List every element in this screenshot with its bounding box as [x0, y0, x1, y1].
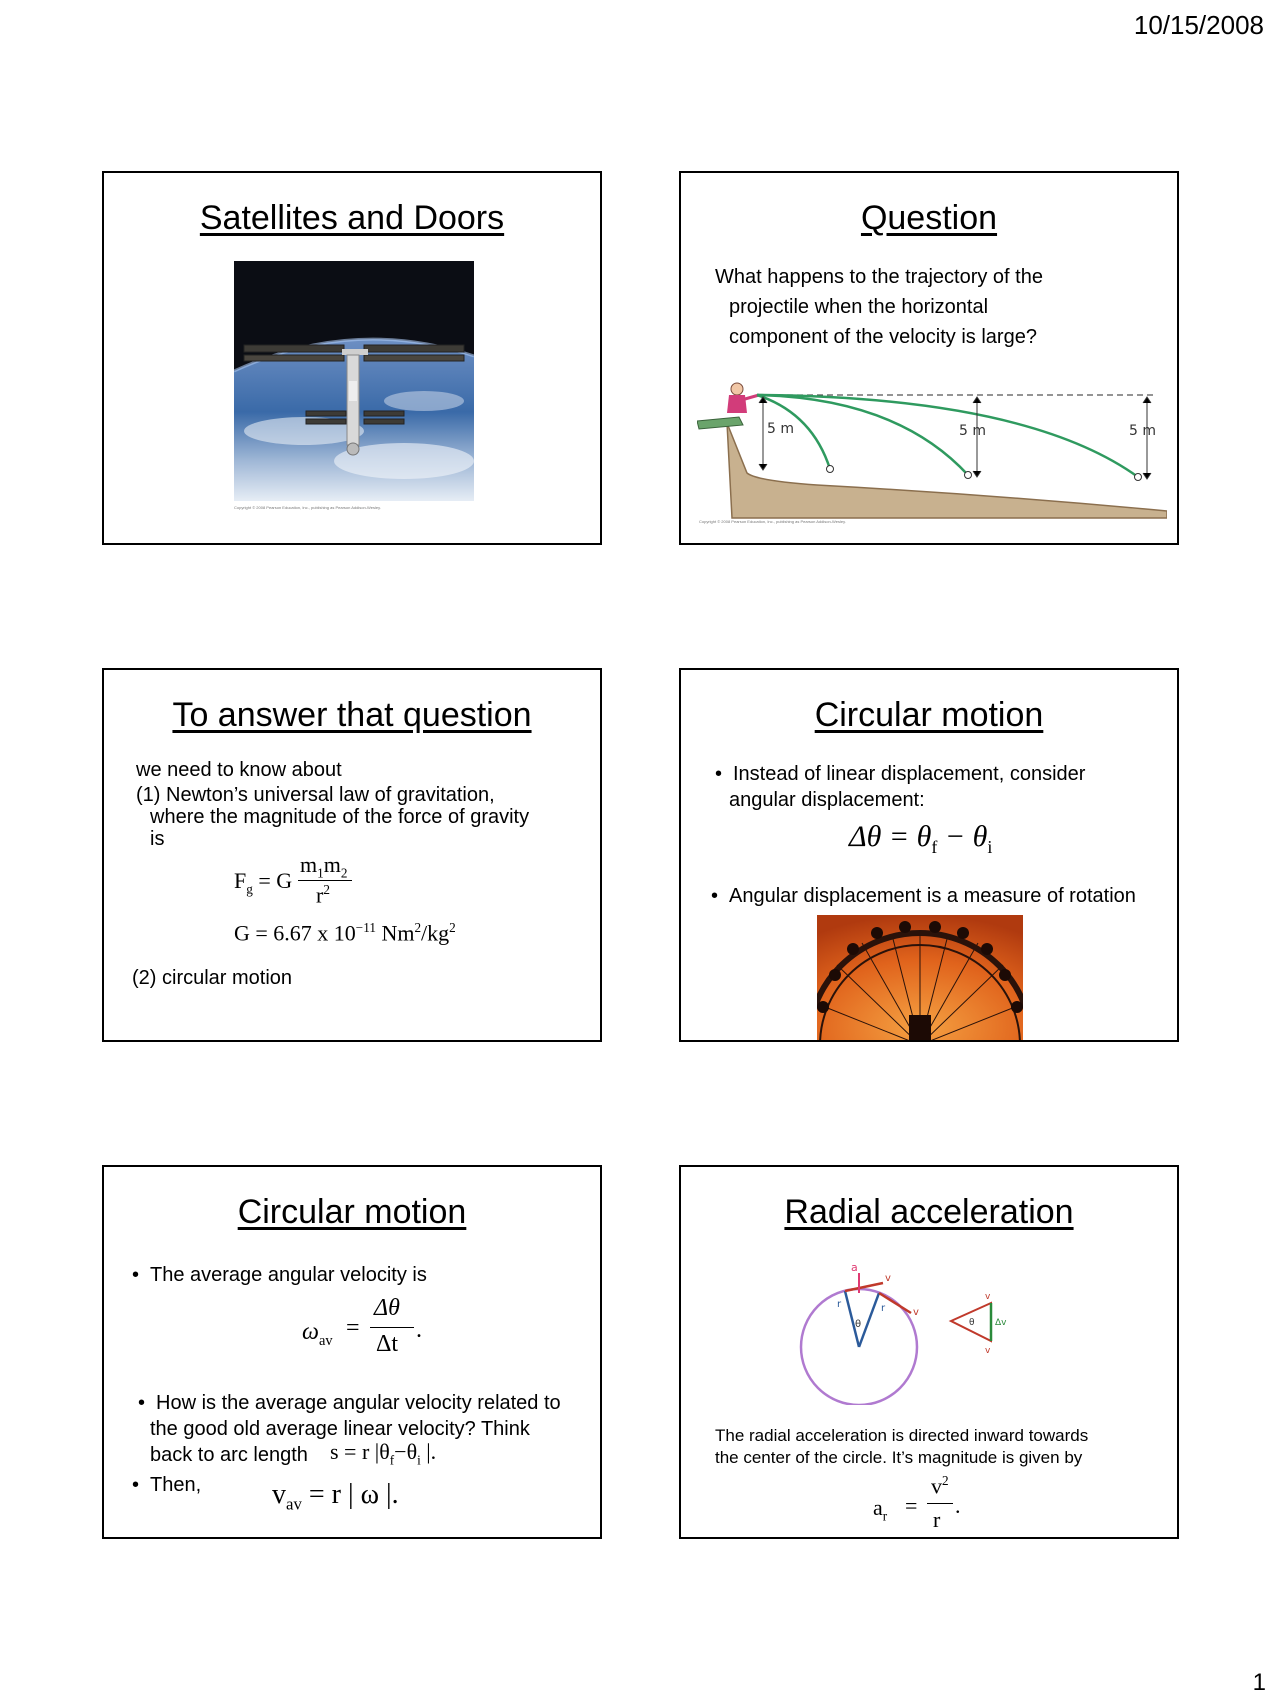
bullet-1-line-1: • Instead of linear displacement, consider — [733, 762, 1085, 787]
gravity-force-formula: $F_g = G$ $m_1m_2$ $r^2$ — [234, 852, 434, 912]
average-linear-velocity-formula: $v_{av} = r$ | ω |. — [272, 1479, 399, 1514]
label-delta-v: Δv — [995, 1318, 1007, 1328]
item-2: (2) circular motion — [132, 967, 293, 989]
slide-title: Circular motion — [237, 1193, 467, 1231]
label-v2: v — [913, 1307, 919, 1318]
page-date: 10/15/2008 — [1133, 10, 1264, 40]
label-a: a — [851, 1261, 858, 1274]
bullet-2: • Angular displacement is a measure of rotation — [729, 884, 1136, 909]
description-line-2: the center of the circle. It’s magnitude is given by — [715, 1448, 1083, 1467]
slide-circular-motion-1 — [679, 668, 1179, 1042]
label-v1-triangle: v — [985, 1292, 991, 1302]
item-1-line-1: (1) Newton’s universal law of gravitation, — [136, 784, 495, 806]
label-v1: v — [885, 1273, 891, 1284]
gravitational-constant-formula: G = 6.67 x $10^{-11}$ $Nm^2/kg^2$ — [234, 920, 456, 946]
slide-title: Satellites and Doors — [199, 199, 505, 237]
question-line-1: What happens to the trajectory of the — [715, 266, 1043, 288]
arc-length-formula: s = r $|\theta_f-\theta_i$ |. — [330, 1439, 437, 1468]
bullet-3: • Then, — [150, 1473, 201, 1498]
radial-acceleration-formula: $a_r$ = $v^2$ r . — [873, 1473, 961, 1532]
bullet-1-line-2: angular displacement: — [729, 789, 925, 811]
label-r2: r — [881, 1303, 886, 1314]
item-1-line-2: where the magnitude of the force of gravity — [150, 806, 530, 828]
image-credit: Copyright © 2008 Pearson Education, Inc., publishing as Pearson Addison-Wesley. — [699, 519, 846, 524]
space-station-photo — [234, 261, 474, 501]
angular-displacement-formula: $\Delta\theta = \theta_f - \theta_i$ — [849, 820, 993, 857]
height-label-2: 5 m — [959, 423, 986, 439]
height-label-1: 5 m — [767, 421, 794, 437]
ferris-wheel-photo — [817, 915, 1023, 1040]
projectile-trajectory-figure — [697, 373, 1167, 523]
page-number: 1 — [1252, 1669, 1266, 1696]
description-line-1: The radial acceleration is directed inward towards — [715, 1426, 1089, 1445]
slide-radial-acceleration — [679, 1165, 1179, 1539]
slide-to-answer-that-question — [102, 668, 602, 1042]
intro-line: we need to know about — [136, 759, 342, 781]
label-theta-triangle: θ — [969, 1318, 975, 1328]
label-v2-triangle: v — [985, 1346, 991, 1356]
height-label-3: 5 m — [1129, 423, 1156, 439]
label-r1: r — [837, 1299, 842, 1310]
slide-title: Circular motion — [814, 696, 1044, 734]
question-line-3: component of the velocity is large? — [729, 326, 1037, 348]
bullet-2-line-3: back to arc length — [150, 1444, 308, 1466]
label-theta: θ — [855, 1319, 862, 1330]
bullet-2-line-2: the good old average linear velocity? Think — [150, 1418, 530, 1440]
slide-satellites-and-doors — [102, 171, 602, 545]
bullet-2-line-1: • How is the average angular velocity related to — [156, 1391, 561, 1416]
slide-question — [679, 171, 1179, 545]
slide-circular-motion-2 — [102, 1165, 602, 1539]
slide-title: To answer that question — [172, 696, 532, 734]
image-credit: Copyright © 2008 Pearson Education, Inc., publishing as Pearson Addison-Wesley. — [234, 505, 381, 510]
slide-title: Question — [860, 199, 998, 237]
average-angular-velocity-formula: $\omega_{av}$ = Δθ Δt . — [302, 1295, 422, 1357]
bullet-1: • The average angular velocity is — [150, 1263, 427, 1288]
slide-title: Radial acceleration — [784, 1193, 1074, 1231]
radial-acceleration-diagram — [799, 1255, 1065, 1405]
item-1-line-3: is — [150, 828, 165, 850]
question-line-2: projectile when the horizontal — [729, 296, 989, 318]
